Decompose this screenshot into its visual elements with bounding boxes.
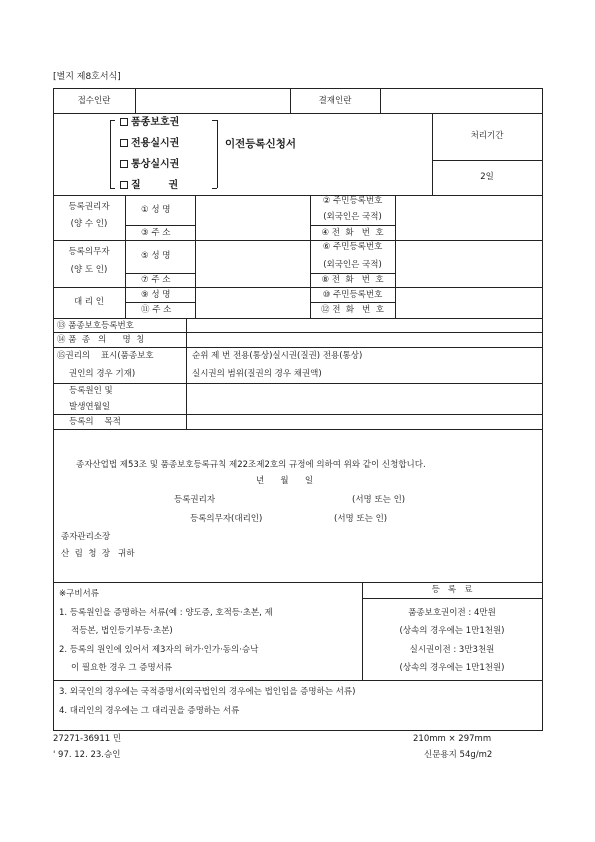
form-label: [별지 제8호서식] <box>53 72 121 82</box>
agent-name-label: ⑨ 성 명 <box>141 290 171 300</box>
approval-date: ' 97. 12. 23.승인 <box>53 750 121 760</box>
documents-item-2: 2. 등록의 원인에 있어서 제3자의 허가·인가·동의·승낙 <box>59 645 259 655</box>
obligor-sign-label: 등록의무자(대리인) <box>190 514 263 524</box>
paper-type: 신문용지 54g/m2 <box>424 750 493 760</box>
documents-item-3: 3. 외국인의 경우에는 국적증명서(외국법인의 경우에는 법인임을 증명하는 서류) <box>59 687 356 697</box>
reg-no-field[interactable] <box>187 319 541 331</box>
option-exclusive-license[interactable]: 전용실시권 <box>120 139 179 149</box>
option-variety-right[interactable]: 품종보호권 <box>120 118 179 128</box>
obligor-phone-field[interactable] <box>396 274 541 286</box>
fees-line-1: 품종보호권이전 : 4만원 <box>408 608 496 618</box>
documents-item-1-cont: 적등본, 법인등기부등·초본) <box>71 626 173 636</box>
registrant-id-field[interactable] <box>396 196 541 224</box>
registrant-sign-note: (서명 또는 인) <box>352 495 406 505</box>
checkbox-icon <box>120 139 128 147</box>
documents-item-2-cont: 이 필요한 경우 그 증명서류 <box>71 663 173 673</box>
obligor-id-label: ⑥ 주민등록번호 <box>322 242 383 252</box>
obligor-id-field[interactable] <box>396 241 541 272</box>
registrant-sign-label: 등록권리자 <box>174 495 216 505</box>
obligor-name-field[interactable] <box>196 241 309 272</box>
registrant-id-note: (외국인은 국적) <box>323 212 382 222</box>
checkbox-icon <box>120 118 128 126</box>
agent-id-field[interactable] <box>396 288 541 301</box>
registrant-label: 등록권리자 <box>68 202 110 212</box>
purpose-field[interactable] <box>187 415 541 428</box>
approval-label: 결재인란 <box>318 96 352 106</box>
addressee-office: 종자관리소장 <box>61 532 111 542</box>
cause-field[interactable] <box>187 384 541 413</box>
obligor-address-label: ⑦ 주 소 <box>141 275 171 285</box>
rights-display-label: ⑮권리의 표시(품종보호 <box>57 351 154 361</box>
receipt-label: 접수인란 <box>77 96 111 106</box>
obligor-sign-note: (서명 또는 인) <box>334 514 388 524</box>
rights-display-note: 순위 제 번 전용(통상)실시권(질권) 전용(통상) <box>192 351 363 361</box>
cause-label: 등록원인 및 <box>69 386 113 396</box>
option-nonexclusive-license[interactable]: 통상실시권 <box>120 160 179 170</box>
obligor-name-label: ⑤ 성 명 <box>141 251 171 261</box>
declaration-date: 년 월 일 <box>256 476 314 486</box>
agent-phone-field[interactable] <box>396 303 541 317</box>
agent-name-field[interactable] <box>196 288 309 301</box>
agent-address-field[interactable] <box>196 303 309 317</box>
registrant-address-field[interactable] <box>196 226 309 239</box>
paper-size: 210mm × 297mm <box>413 734 492 744</box>
obligor-phone-label: ⑧ 전 화 번 호 <box>321 275 384 285</box>
fees-line-2: (상속의 경우에는 1만1천원) <box>399 626 505 636</box>
documents-item-4: 4. 대리인의 경우에는 그 대리권을 증명하는 서류 <box>59 706 240 716</box>
registrant-name-field[interactable] <box>196 196 309 224</box>
approval-field[interactable] <box>381 89 541 112</box>
registrant-phone-label: ④ 전 화 번 호 <box>321 228 384 238</box>
registrant-name-label: ① 성 명 <box>141 205 171 215</box>
reg-no-label: ⑬ 품종보호등록번호 <box>57 321 134 331</box>
agent-id-label: ⑩ 주민등록번호 <box>322 290 383 300</box>
documents-heading: ※구비서류 <box>59 589 99 599</box>
declaration-statement: 종자산업법 제53조 및 품종보호등록규칙 제22조제2호의 규정에 의하여 위와 같이 신청합니다. <box>76 460 426 470</box>
agent-label: 대 리 인 <box>73 297 105 307</box>
variety-name-label: ⑭ 품 종 의 명 칭 <box>57 335 145 345</box>
checkbox-icon <box>120 160 128 168</box>
registrant-label-sub: (양 수 인) <box>70 219 108 229</box>
variety-name-field[interactable] <box>187 333 541 346</box>
documents-item-1: 1. 등록원인을 증명하는 서류(예 : 양도증, 호적등·초본, 제 <box>59 608 273 618</box>
agent-address-label: ⑪ 주 소 <box>141 305 172 315</box>
addressee: 산 림 청 장 귀하 <box>61 549 135 559</box>
form-title: 이전등록신청서 <box>225 138 297 150</box>
rights-display-label-sub: 권인의 경우 기재) <box>69 369 136 379</box>
agent-phone-label: ⑫ 전 화 번 호 <box>321 305 384 315</box>
purpose-label: 등록의 목적 <box>69 417 121 427</box>
obligor-id-note: (외국인은 국적) <box>323 260 382 270</box>
obligor-address-field[interactable] <box>196 274 309 286</box>
form-code: 27271-36911 민 <box>53 734 122 744</box>
fees-line-3: 실시권이전 : 3만3천원 <box>409 645 495 655</box>
rights-display-note-sub: 실시권의 범위(질권의 경우 채권액) <box>192 369 322 379</box>
registrant-address-label: ③ 주 소 <box>141 228 171 238</box>
fees-line-4: (상속의 경우에는 1만1천원) <box>399 663 505 673</box>
option-pledge[interactable]: 질 권 <box>120 181 178 191</box>
checkbox-icon <box>120 181 128 189</box>
registrant-phone-field[interactable] <box>396 226 541 239</box>
obligor-label: 등록의무자 <box>68 247 110 257</box>
receipt-field[interactable] <box>136 89 289 112</box>
processing-period-label: 처리기간 <box>470 131 504 141</box>
obligor-label-sub: (양 도 인) <box>70 265 108 275</box>
cause-label-sub: 발생연월일 <box>69 402 111 412</box>
fees-heading: 등 록 료 <box>431 585 473 595</box>
registrant-id-label: ② 주민등록번호 <box>322 196 383 206</box>
processing-period-value: 2일 <box>480 172 494 182</box>
